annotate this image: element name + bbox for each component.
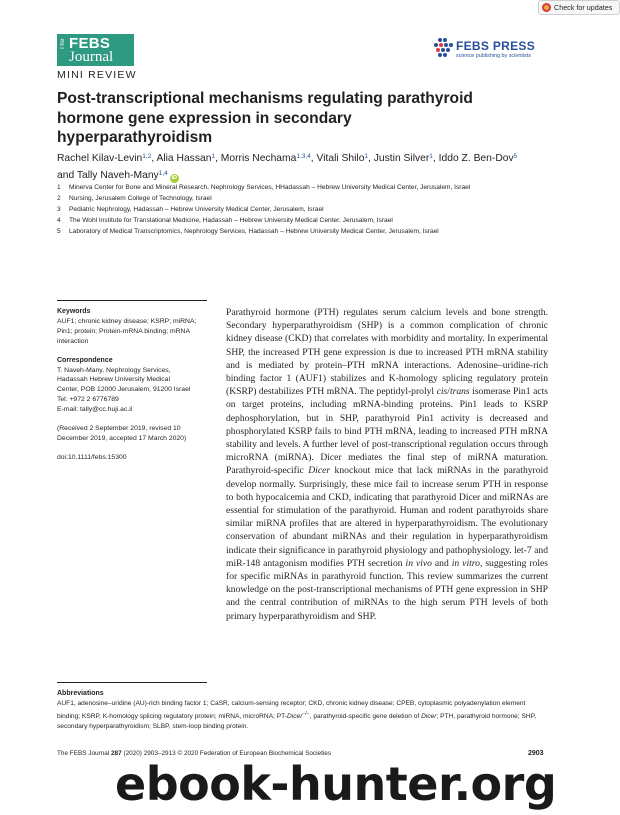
author-affiliation-sup: 1: [211, 153, 216, 160]
abstract-slash: /: [447, 386, 450, 398]
abstract-text: isomerase Pin1 acts on target proteins, including mRNA-binding proteins. Pin1 leads to KSRP dephosphorylation, but in SHP, parathyroid Pin1 activity is decreased and phosphorylated KSRP fails to bind PTH mRNA, leading to increased PTH mRNA stability and levels. A further level of post-transcriptional regulation occurs through microRNA (miRNA). Dicer mediates the final step of miRNA maturation. Parathyroid-specific: [226, 386, 548, 477]
abstract-italic-in-vivo: in vivo: [405, 557, 432, 569]
affiliation-number: 5: [57, 228, 61, 235]
febs-press-tagline: science publishing by scientists: [456, 53, 531, 59]
abbreviations-part: , parathyroid-specific gene deletion of: [309, 713, 422, 721]
abbreviations-part: AUF1, adenosine–uridine (AU)-rich binding factor 1; CaSR, calcium-sensing receptor; CKD, chronic kidney disease; CPEB, cytoplasmic polyadenylation element binding; KSRP, K-homology splicing regulatory protein; miRNA, microRNA; PT-: [57, 700, 526, 721]
crossmark-icon: [542, 3, 551, 12]
sidebar-rule: [57, 300, 207, 301]
affiliation-number: 4: [57, 217, 61, 224]
abstract-text: and: [431, 557, 452, 569]
check-for-updates-label: Check for updates: [554, 3, 613, 12]
affiliation-text: Minerva Center for Bone and Mineral Research, Nephrology Services, HHadassah – Hebrew University Medical Center, Jerusalem, Israel: [69, 184, 471, 191]
abstract-italic-trans: trans: [449, 386, 470, 398]
affiliation-item: [57, 182, 577, 193]
affiliation-number: 1: [57, 184, 61, 191]
logo-febs: FEBS: [69, 35, 111, 52]
author-name[interactable]: Rachel Kilav-Levin: [57, 153, 143, 164]
affiliation-item: [57, 215, 577, 226]
correspondence-line: T. Naveh-Many, Nephrology Services,: [57, 366, 171, 374]
abbreviations-text: [57, 699, 547, 732]
author-separator: ,: [310, 153, 317, 164]
abstract-text: Parathyroid hormone (PTH) regulates serum calcium levels and bone strength. Secondary hyperparathyroidism (SHP) is a common complication of chronic kidney disease (CKD) that correlates with morbidity and mortality. In experimental SHP, the increased PTH gene expression is due to increased PTH mRNA stability and is mediated by protein–PTH mRNA interactions. Adenosine–uridine-rich binding factor 1 (AUF1) stabilizes and K-homology splicing regulatory protein (KSRP) destabilizes PTH mRNA. The peptidyl-prolyl: [226, 307, 548, 398]
article-type: MINI REVIEW: [57, 69, 137, 81]
watermark-text: ebook-hunter.org: [115, 757, 557, 811]
keywords-block: [57, 307, 207, 347]
abstract-text: knockout mice that lack miRNAs in the parathyroid develop normally. Surprisingly, these mice fail to increase serum PTH in response to both hypocalcemia and CKD, indicating that parathyroid Dicer and miRNAs are essential for stimulation of the parathyroid. Human and rodent parathyroids share similar miRNA profiles that are altered in hyperparathyroidism. The evolutionary conservation of abundant miRNAs and their regulation in hyperparathyroidism indicate their significance in parathyroid physiology and pathophysiology. let-7 and miR-148 antagonism modifies PTH secretion: [226, 465, 548, 569]
keywords-heading: Keywords: [57, 308, 91, 315]
affiliation-item: [57, 226, 577, 237]
author-affiliation-sup: 1: [364, 153, 369, 160]
footer-copyright: (2020) 2903–2913 © 2020 Federation of European Biochemical Societies: [121, 750, 332, 757]
footer-citation: [57, 750, 331, 757]
affiliation-item: [57, 193, 577, 204]
affiliation-text: The Wohl Institute for Translational Medicine, Hadassah – Hebrew University Medical Center, Jerusalem, Israel: [69, 217, 393, 224]
author-affiliation-sup: 1,2: [142, 153, 152, 160]
affiliation-list: [57, 182, 577, 237]
author-list: [57, 150, 537, 183]
correspondence-line: Center, POB 12000 Jerusalem, 91200 Israel: [57, 386, 191, 394]
author-separator: and: [57, 169, 77, 181]
febs-press-logo: [432, 36, 548, 64]
author-name[interactable]: Vitali Shilo: [316, 153, 365, 164]
febs-journal-logo: [57, 34, 134, 66]
abbreviations-italic-dicer: Dicer: [287, 713, 303, 721]
abbreviations-block: [57, 689, 547, 732]
abstract: [226, 306, 548, 623]
author-affiliation-sup: 5: [513, 153, 518, 160]
abbreviations-heading: Abbreviations: [57, 690, 104, 697]
author-affiliation-sup: 1: [429, 153, 433, 160]
author-separator: ,: [151, 153, 157, 164]
affiliation-number: 3: [57, 206, 61, 213]
author-name[interactable]: Alia Hassan: [156, 153, 212, 164]
correspondence-line: Tel: +972 2 6776789: [57, 396, 119, 404]
affiliation-text: Laboratory of Medical Transcriptomics, Nephrology Services, Hadassah – Hebrew University Medical Center, Jerusalem, Israel: [69, 228, 439, 235]
affiliation-text: Pediatric Nephrology, Hadassah – Hebrew University Medical Center, Jerusalem, Israel: [69, 206, 324, 213]
check-for-updates-button[interactable]: [538, 0, 620, 15]
author-separator: ,: [432, 153, 439, 164]
abbreviations-sup: −/−: [302, 711, 310, 717]
author-affiliation-sup: 1,4: [158, 169, 168, 177]
affiliation-text: Nursing, Jerusalem College of Technology, Israel: [69, 195, 212, 202]
orcid-icon[interactable]: iD: [171, 174, 177, 181]
abbreviations-rule: [57, 682, 207, 683]
author-name[interactable]: Justin Silver: [373, 153, 430, 164]
affiliation-item: [57, 204, 577, 215]
correspondence-line: Hadassah Hebrew University Medical: [57, 376, 170, 384]
logo-the: The: [60, 38, 66, 50]
author-name[interactable]: Iddo Z. Ben-Dov: [438, 153, 514, 164]
abstract-text: , suggesting roles for specific miRNAs in parathyroid function. This review summarizes the current knowledge on the post-transcriptional mechanisms of PTH gene expression in SHP and the central contribution of miRNAs to the high serum PTH levels of both primary hyperparathyroidism and SHP.: [226, 557, 548, 622]
author-separator: ,: [368, 153, 374, 164]
febs-press-dots-icon: [432, 36, 454, 62]
abstract-italic-cis: cis: [436, 386, 448, 398]
correspondence-heading: Correspondence: [57, 356, 113, 364]
correspondence-email[interactable]: E-mail: tally@cc.huji.ac.il: [57, 406, 133, 414]
author-affiliation-sup: 1,3,4: [296, 153, 311, 160]
abbreviations-part: ; PTH, parathyroid hormone; SHP, secondary hyperparathyroidism; SLBP, stem-loop binding protein.: [57, 713, 537, 731]
abbreviations-italic-dicer: Dicer: [421, 713, 437, 721]
logo-journal: Journal: [69, 49, 114, 65]
correspondence-block: [57, 356, 207, 415]
doi-link[interactable]: doi:10.1111/febs.15300: [57, 453, 127, 461]
page-number: 2903: [528, 750, 544, 757]
received-dates: (Received 2 September 2019, revised 10 December 2019, accepted 17 March 2020): [57, 425, 187, 442]
affiliation-number: 2: [57, 195, 61, 202]
keywords-text: AUF1; chronic kidney disease; KSRP; miRNA; Pin1; protein; Protein-mRNA binding; mRNA interaction: [57, 317, 197, 345]
author-name[interactable]: Tally Naveh-Many: [76, 169, 159, 181]
abstract-italic-dicer: Dicer: [308, 465, 331, 477]
footer-journal: The FEBS Journal: [57, 750, 111, 757]
abstract-italic-in-vitro: in vitro: [451, 557, 480, 569]
article-info-sidebar: [57, 307, 207, 472]
author-separator: ,: [215, 153, 221, 164]
footer-volume: 287: [111, 750, 122, 757]
febs-press-name: FEBS PRESS: [456, 39, 536, 53]
article-title: Post-transcriptional mechanisms regulating parathyroid hormone gene expression in secondary hyperparathyroidism: [57, 90, 473, 146]
author-name[interactable]: Morris Nechama: [220, 153, 297, 164]
